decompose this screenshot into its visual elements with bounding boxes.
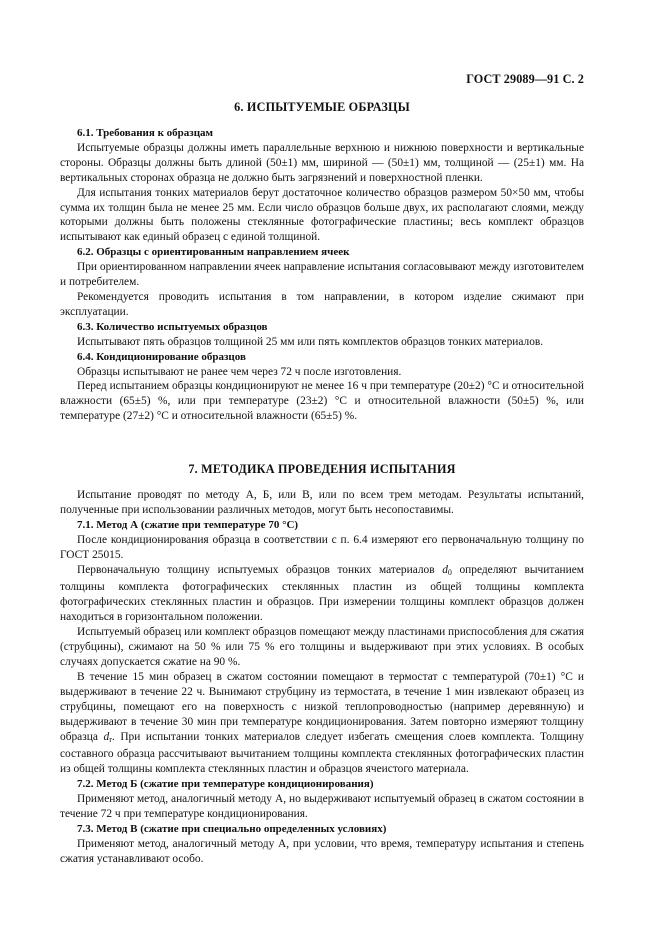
section-7 — [60, 462, 584, 477]
paragraph: После кондиционирования образца в соответствии с п. 6.4 измеряют его первоначальную толщину по ГОСТ 25015. — [60, 533, 584, 561]
subheading-6-2: 6.2. Образцы с ориентированным направлением ячеек — [77, 246, 350, 259]
subheading-6-4: 6.4. Кондиционирование образцов — [77, 350, 246, 363]
subheading-7-3: 7.3. Метод В (сжатие при специально определенных условиях) — [77, 822, 387, 835]
subheading-7-1: 7.1. Метод А (сжатие при температуре 70 °С) — [77, 518, 299, 531]
paragraph: Испытывают пять образцов толщиной 25 мм или пять комплектов образцов тонких материалов. — [77, 335, 544, 348]
paragraph: Испытуемые образцы должны иметь параллельные верхнюю и нижнюю поверхности и вертикальные стороны. Образцы должны быть длиной (50±1) мм, шириной — (50±1) мм, толщиной — (25±1) мм. На вертикальных сторонах образца не должно быть загрязнений и поверхностной пленки. — [60, 141, 584, 184]
paragraph: Для испытания тонких материалов берут достаточное количество образцов размером 50×50 мм, чтобы сумма их толщин была не менее 25 мм. Если число образцов больше двух, их располагают слоями, между которыми должны быть положены стеклянные фотографические пластины; весь комплект образцов испытывают как единый образец с единой толщиной. — [60, 186, 584, 244]
page-header: ГОСТ 29089—91 С. 2 — [466, 72, 584, 86]
paragraph-text: В течение 15 мин образец в сжатом состоянии помещают в термостат с температурой (70±1) °С и выдерживают в течение 22 ч. Вынимают струбцину из термостата, в течение 1 мин извлекают образец из струбцины, помещают его на поверхность с низкой теплопроводностью (например деревянную) и выдерживают в течение 30 мин при температуре кондиционирования. Затем повторно измеряют толщину образца — [60, 670, 584, 743]
paragraph — [60, 670, 584, 777]
paragraph: Образцы испытывают не ранее чем через 72 ч после изготовления. — [77, 365, 402, 378]
subscript: 0 — [447, 567, 452, 577]
subheading-6-3: 6.3. Количество испытуемых образцов — [77, 320, 268, 333]
paragraph — [60, 563, 584, 626]
paragraph-text: Первоначальную толщину испытуемых образцов тонких материалов — [77, 563, 443, 576]
paragraph: Применяют метод, аналогичный методу А, но выдерживают испытуемый образец в сжатом состоянии в течение 72 ч при температуре кондиционирования. — [60, 793, 584, 821]
section-title: 6. ИСПЫТУЕМЫЕ ОБРАЗЦЫ — [234, 100, 410, 114]
section-7-body — [60, 488, 584, 867]
document-page — [60, 0, 584, 936]
paragraph-text: определяют вычитанием толщины комплекта фотографических стеклянных пластин из общей толщины комплекта фотографических стеклянных пластин и образцов. При измерении толщины комплект образцов должен находиться в горизонтальном положении. — [60, 563, 584, 624]
section-6 — [60, 100, 584, 115]
subheading-7-2: 7.2. Метод Б (сжатие при температуре кондиционирования) — [77, 778, 374, 791]
variable-d: d — [442, 563, 448, 576]
paragraph: При ориентированном направлении ячеек направление испытания согласовывают между изготовителем и потребителем. — [60, 261, 584, 289]
paragraph: Испытание проводят по методу А, Б, или В, или по всем трем методам. Результаты испытаний, полученные при использовании различных методов, могут быть несопоставимы. — [60, 489, 584, 516]
section-6-body — [60, 126, 584, 424]
paragraph: Рекомендуется проводить испытания в том направлении, в котором изделие сжимают при эксплуатации. — [60, 290, 584, 318]
paragraph-text: . При испытании тонких материалов следует избегать смещения слоев комплекта. Толщину составного образца рассчитывают вычитанием толщины комплекта стеклянных фотографических пластин из общей толщины комплекта стеклянных пластин и образцов ячеистого материала. — [60, 730, 584, 776]
subscript: r — [109, 734, 112, 744]
variable-d: d — [103, 730, 110, 743]
paragraph: Испытуемый образец или комплект образцов помещают между пластинами приспособления для сжатия (струбцины), сжимают на 50 % или 75 % его толщины и выдерживают при этих условиях. В особых случаях допускается сжатие на 90 %. — [60, 626, 584, 668]
section-title: 7. МЕТОДИКА ПРОВЕДЕНИЯ ИСПЫТАНИЯ — [188, 462, 456, 476]
paragraph: Перед испытанием образцы кондиционируют не менее 16 ч при температуре (20±2) °С и относительной влажности (65±5) %, или при температуре (23±2) °С и относительной влажности (50±5) %, или температуре (27±2) °С и относительной влажности (65±5) %. — [60, 380, 584, 423]
subheading-6-1: 6.1. Требования к образцам — [77, 127, 214, 139]
paragraph: Применяют метод, аналогичный методу А, при условии, что время, температуру испытания и степень сжатия устанавливают особо. — [60, 837, 584, 865]
